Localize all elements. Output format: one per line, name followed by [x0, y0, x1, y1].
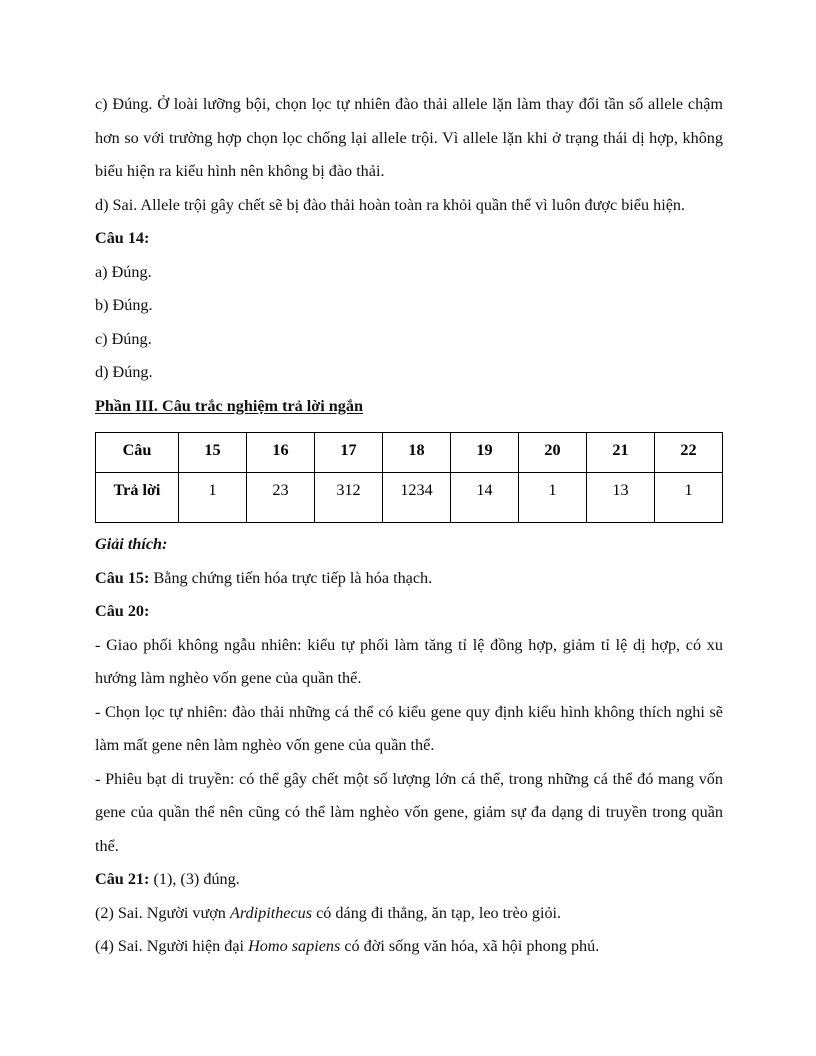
explanation-cau-15 — [95, 562, 723, 596]
heading-giai-thich-label: Giải thích: — [95, 535, 168, 553]
table-header-cell-16: 16 — [247, 433, 315, 473]
paragraph-c-cau13: c) Đúng. Ở loài lưỡng bội, chọn lọc tự nhiên đào thải allele lặn làm thay đổi tần số allele chậm hơn so với trường hợp chọn lọc chống lại allele trội. Vì allele lặn khi ở trạng thái dị hợp, không biểu hiện ra kiểu hình nên không bị đào thải. — [95, 95, 723, 180]
short-answer-table — [95, 432, 723, 523]
table-header-cell-18: 18 — [383, 433, 451, 473]
cau21-item-2 — [95, 897, 723, 931]
cau21-item-4-suffix: có đời sống văn hóa, xã hội phong phú. — [340, 937, 600, 955]
paragraph-d-cau13: d) Sai. Allele trội gây chết sẽ bị đào thải hoàn toàn ra khỏi quần thể vì luôn được biểu hiện. — [95, 195, 686, 214]
cau21-item-4-prefix: (4) Sai. Người hiện đại — [95, 937, 249, 955]
bullet-phieu-bat-di-truyen: - Phiêu bạt di truyền: có thể gây chết một số lượng lớn cá thể, trong những cá thể đó mang vốn gene của quần thể nên cũng có thể làm nghèo vốn gene, giảm sự đa dạng di truyền trong quần thể. — [95, 769, 723, 855]
cau14-answer-b: b) Đúng. — [95, 296, 153, 314]
heading-cau-14-label: Câu 14: — [95, 229, 150, 247]
explanation-cau-15-label: Câu 15: — [95, 568, 150, 587]
table-header-cell-15: 15 — [179, 433, 247, 473]
table-row-label-tra-loi: Trả lời — [96, 473, 179, 523]
bullet-chon-loc-tu-nhien: - Chọn lọc tự nhiên: đào thải những cá thể có kiểu gene quy định kiểu hình không thích nghi sẽ làm mất gene nên làm nghèo vốn gene của quần thể. — [95, 702, 723, 754]
section-heading-phan-3 — [95, 390, 723, 424]
table-header-cell-22: 22 — [655, 433, 723, 473]
document-body — [95, 88, 723, 964]
table-header-cell-17: 17 — [315, 433, 383, 473]
heading-giai-thich — [95, 528, 723, 562]
cau21-item-2-prefix: (2) Sai. Người vượn — [95, 903, 230, 922]
table-header-cell-20: 20 — [519, 433, 587, 473]
table-row-header — [96, 433, 723, 473]
section-heading-phan-3-label: Phần III. Câu trắc nghiệm trả lời ngắn — [95, 396, 363, 415]
explanation-cau-15-text: Bằng chứng tiến hóa trực tiếp là hóa thạch. — [149, 568, 433, 587]
species-name-homo-sapiens: Homo sapiens — [248, 937, 341, 955]
table-cell-answer-20: 1 — [519, 473, 587, 523]
bullet-giao-phoi-khong-ngau-nhien: - Giao phối không ngẫu nhiên: kiểu tự phối làm tăng tỉ lệ đồng hợp, giảm tỉ lệ dị hợp, có xu hướng làm nghèo vốn gene của quần thể. — [95, 635, 723, 687]
table-header-cell-19: 19 — [451, 433, 519, 473]
species-name-ardipithecus: Ardipithecus — [229, 903, 313, 922]
cau14-answer-a: a) Đúng. — [95, 262, 152, 281]
table-row-answers — [96, 473, 723, 523]
table-cell-answer-18: 1234 — [383, 473, 451, 523]
explanation-cau-21-text: (1), (3) đúng. — [149, 870, 240, 888]
table-header-cell-21: 21 — [587, 433, 655, 473]
heading-cau-20-label: Câu 20: — [95, 602, 150, 620]
cau21-item-4 — [95, 930, 723, 964]
table-cell-answer-16: 23 — [247, 473, 315, 523]
answer-table-wrapper — [95, 432, 723, 523]
heading-cau-14 — [95, 222, 723, 256]
table-cell-answer-15: 1 — [179, 473, 247, 523]
table-cell-answer-21: 13 — [587, 473, 655, 523]
cau14-answer-d: d) Đúng. — [95, 363, 153, 381]
cau14-answer-c: c) Đúng. — [95, 329, 152, 348]
heading-cau-20 — [95, 595, 723, 629]
table-cell-answer-17: 312 — [315, 473, 383, 523]
table-header-cell-cau: Câu — [96, 433, 179, 473]
explanation-cau-21 — [95, 863, 723, 897]
cau21-item-2-suffix: có dáng đi thẳng, ăn tạp, leo trèo giỏi. — [312, 903, 562, 922]
table-cell-answer-19: 14 — [451, 473, 519, 523]
explanation-cau-21-label: Câu 21: — [95, 870, 150, 888]
table-cell-answer-22: 1 — [655, 473, 723, 523]
